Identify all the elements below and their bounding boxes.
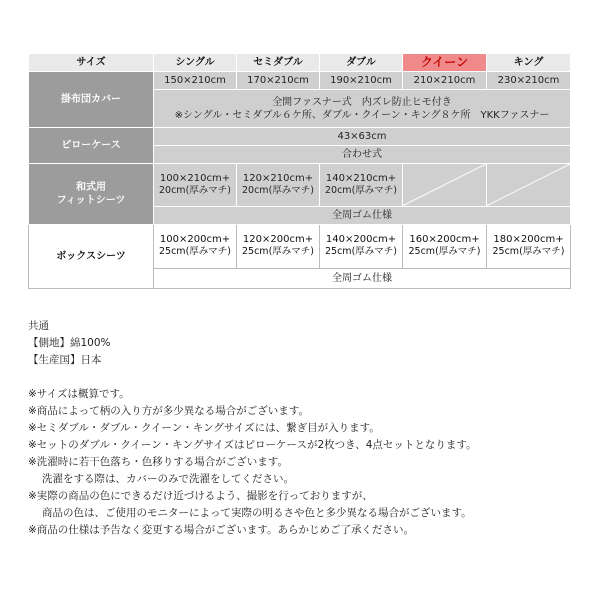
pillow-type: 合わせ式 (154, 146, 571, 164)
notes-origin: 【生産国】日本 (28, 354, 102, 366)
fitted-size-queen-unavailable (403, 164, 487, 207)
fitted-label-line1: 和式用 (76, 181, 106, 193)
diagonal-slash-icon (487, 164, 570, 206)
box-label: ボックスシーツ (29, 224, 154, 288)
box-size-queen (403, 224, 487, 268)
notes-line: 洗濯をする際は、カバーのみで洗濯をしてください。 (42, 473, 294, 485)
kakebuton-note-line1: 全開ファスナー式 内ズレ防止ヒモ付き (272, 96, 452, 108)
kakebuton-label: 掛布団カバー (29, 72, 154, 128)
notes-line: ※実際の商品の色にできるだけ近づけるよう、撮影を行っておりますが、 (28, 490, 373, 502)
pillow-size: 43×63cm (154, 128, 571, 146)
column-header-king: キング (487, 54, 571, 72)
notes-line: ※商品によって柄の入り方が多少異なる場合がございます。 (28, 405, 309, 417)
fitted-size-single-line1: 100×210cm+ (159, 173, 231, 185)
fitted-size-single (154, 164, 237, 207)
box-note: 全周ゴム仕様 (154, 268, 571, 288)
fitted-size-row (29, 164, 571, 207)
kakebuton-size-row (29, 72, 571, 90)
fitted-size-double-line2: 20cm(厚みマチ) (325, 185, 397, 197)
fitted-size-single-line2: 20cm(厚みマチ) (159, 185, 231, 197)
notes-section (28, 318, 588, 539)
header-row (29, 54, 571, 72)
kakebuton-size-double: 190×210cm (320, 72, 403, 90)
column-header-double: ダブル (320, 54, 403, 72)
fitted-size-semi-double (237, 164, 320, 207)
fitted-label-line2: フィットシーツ (56, 194, 126, 206)
fitted-size-double-line1: 140×210cm+ (325, 173, 397, 185)
kakebuton-note (154, 90, 571, 128)
box-size-semi-double-line1: 120×200cm+ (242, 234, 314, 246)
fitted-label (29, 164, 154, 225)
notes-line: ※セットのダブル・クイーン・キングサイズはピローケースが2枚つき、4点セットとなります。 (28, 439, 477, 451)
size-spec-table (28, 53, 571, 289)
notes-line: ※セミダブル・ダブル・クイーン・キングサイズには、繋ぎ目が入ります。 (28, 422, 380, 434)
box-size-double (320, 224, 403, 268)
kakebuton-note-line2: ※シングル・セミダブル６ケ所、ダブル・クイーン・キング８ケ所 YKKファスナー (174, 109, 550, 121)
fitted-note: 全周ゴム仕様 (154, 206, 571, 224)
notes-line: ※サイズは概算です。 (28, 388, 130, 400)
notes-line: ※商品の仕様は予告なく変更する場合がございます。あらかじめご了承ください。 (28, 524, 414, 536)
box-size-row (29, 224, 571, 268)
box-size-queen-line2: 25cm(厚みマチ) (408, 246, 481, 258)
notes-line: 商品の色は、ご使用のモニターによって実際の明るさや色と多少異なる場合がございます。 (42, 507, 472, 519)
box-size-king-line1: 180×200cm+ (493, 234, 564, 246)
size-header-label: サイズ (29, 54, 154, 72)
fitted-size-semi-double-line1: 120×210cm+ (242, 173, 314, 185)
kakebuton-size-king: 230×210cm (487, 72, 571, 90)
box-size-semi-double-line2: 25cm(厚みマチ) (242, 246, 314, 258)
kakebuton-size-queen: 210×210cm (403, 72, 487, 90)
box-size-single-line1: 100×200cm+ (159, 234, 231, 246)
fitted-size-double (320, 164, 403, 207)
box-size-king (487, 224, 571, 268)
pillow-size-row (29, 128, 571, 146)
box-size-king-line2: 25cm(厚みマチ) (492, 246, 565, 258)
kakebuton-size-semi-double: 170×210cm (237, 72, 320, 90)
box-size-single-line2: 25cm(厚みマチ) (159, 246, 231, 258)
box-size-single (154, 224, 237, 268)
fitted-size-semi-double-line2: 20cm(厚みマチ) (242, 185, 314, 197)
box-size-double-line2: 25cm(厚みマチ) (325, 246, 397, 258)
fitted-size-king-unavailable (487, 164, 571, 207)
pillow-label: ピローケース (29, 128, 154, 164)
kakebuton-size-single: 150×210cm (154, 72, 237, 90)
column-header-queen: クイーン (403, 54, 487, 72)
column-header-semi-double: セミダブル (237, 54, 320, 72)
notes-line: ※洗濯時に若干色落ち・色移りする場合がございます。 (28, 456, 288, 468)
column-header-single: シングル (154, 54, 237, 72)
box-size-double-line1: 140×200cm+ (325, 234, 397, 246)
notes-common: 共通 (28, 320, 49, 332)
notes-material: 【側地】綿100% (28, 337, 111, 349)
box-size-queen-line1: 160×200cm+ (409, 234, 480, 246)
box-size-semi-double (237, 224, 320, 268)
diagonal-slash-icon (403, 164, 486, 206)
